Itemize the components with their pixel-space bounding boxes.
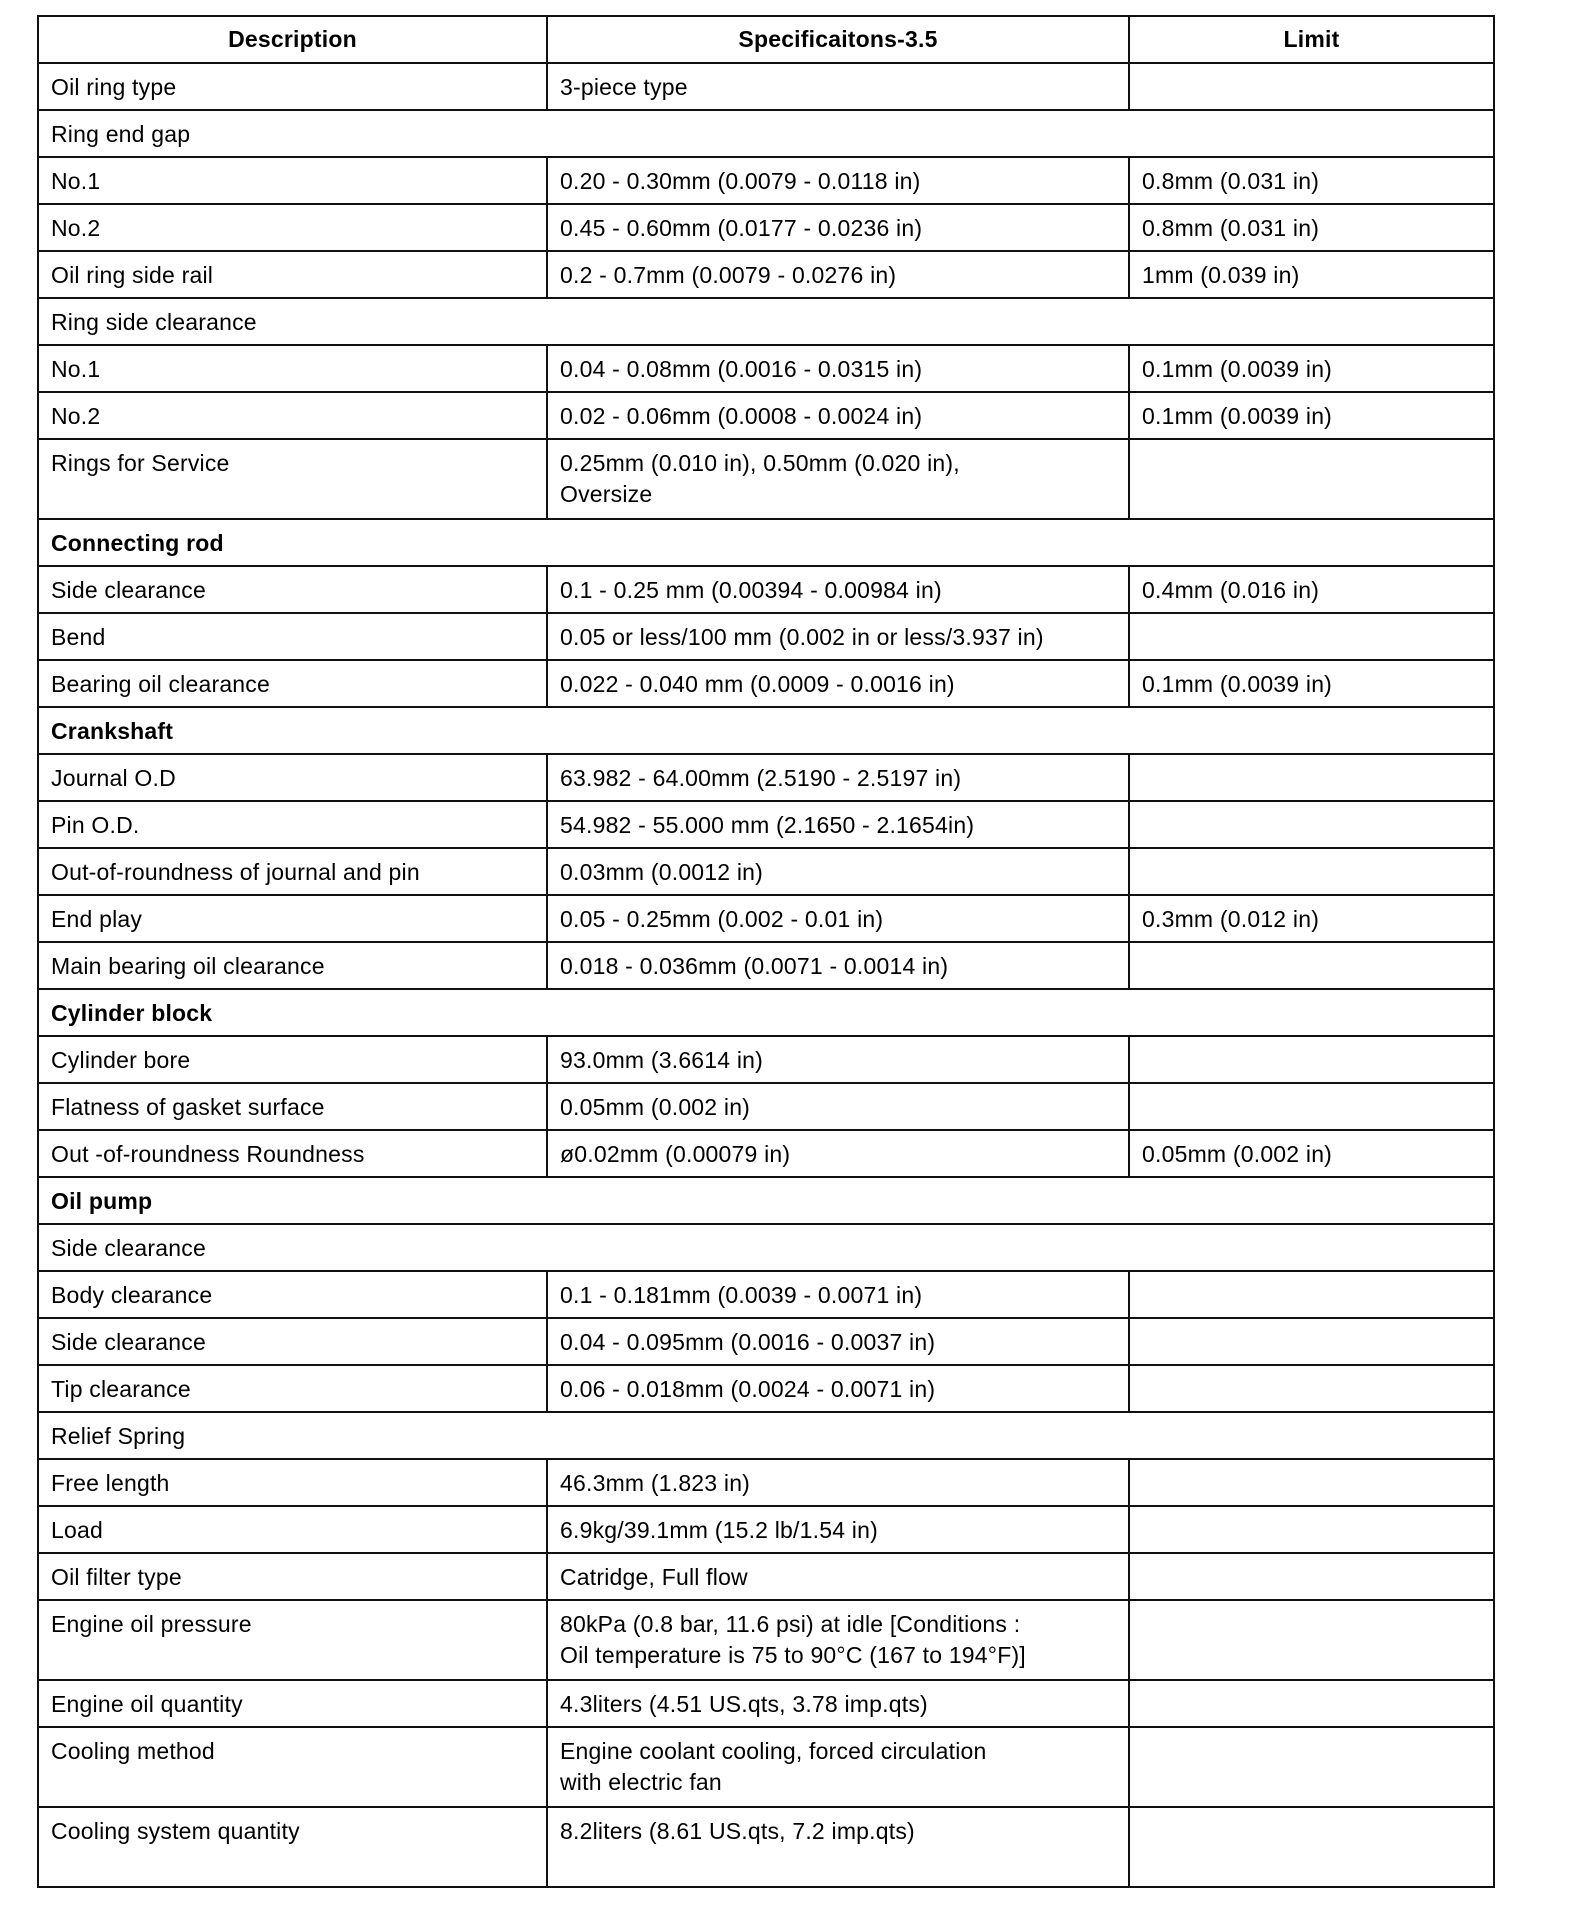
specification-cell xyxy=(547,1318,1129,1365)
description-cell: Load xyxy=(38,1506,547,1553)
table-row xyxy=(38,848,1494,895)
table-row xyxy=(38,1553,1494,1600)
limit-cell: 0.8mm (0.031 in) xyxy=(1129,204,1494,251)
column-header-limit: Limit xyxy=(1129,16,1494,63)
description-cell: Cooling method xyxy=(38,1727,547,1807)
specification-cell xyxy=(547,848,1129,895)
specification-cell xyxy=(547,1271,1129,1318)
table-row xyxy=(38,801,1494,848)
description-cell: Body clearance xyxy=(38,1271,547,1318)
specification-line-2: Oil temperature is 75 to 90°C (167 to 194°F)] xyxy=(560,1642,1026,1668)
specification-line: 0.04 - 0.095mm (0.0016 - 0.0037 in) xyxy=(560,1329,936,1355)
section-label: Crankshaft xyxy=(38,707,1494,754)
section-row xyxy=(38,519,1494,566)
description-cell: No.2 xyxy=(38,392,547,439)
limit-cell xyxy=(1129,1727,1494,1807)
limit-cell xyxy=(1129,942,1494,989)
description-cell: Bearing oil clearance xyxy=(38,660,547,707)
specification-line: 0.03mm (0.0012 in) xyxy=(560,859,764,885)
specification-cell xyxy=(547,613,1129,660)
specification-line: 63.982 - 64.00mm (2.5190 - 2.5197 in) xyxy=(560,765,962,791)
table-row xyxy=(38,251,1494,298)
description-cell: Engine oil pressure xyxy=(38,1600,547,1680)
specification-line: 46.3mm (1.823 in) xyxy=(560,1470,751,1496)
specification-line: 0.05 - 0.25mm (0.002 - 0.01 in) xyxy=(560,906,884,932)
limit-cell xyxy=(1129,1600,1494,1680)
section-label: Connecting rod xyxy=(38,519,1494,566)
description-cell: End play xyxy=(38,895,547,942)
table-row xyxy=(38,392,1494,439)
specification-line: 8.2liters (8.61 US.qts, 7.2 imp.qts) xyxy=(560,1818,915,1844)
specification-line: 6.9kg/39.1mm (15.2 lb/1.54 in) xyxy=(560,1517,878,1543)
description-cell: No.2 xyxy=(38,204,547,251)
limit-cell xyxy=(1129,1506,1494,1553)
limit-cell xyxy=(1129,1553,1494,1600)
specification-line: 0.022 - 0.040 mm (0.0009 - 0.0016 in) xyxy=(560,671,955,697)
limit-cell: 0.3mm (0.012 in) xyxy=(1129,895,1494,942)
table-row xyxy=(38,345,1494,392)
table-row xyxy=(38,1680,1494,1727)
limit-cell xyxy=(1129,1680,1494,1727)
description-cell: No.1 xyxy=(38,157,547,204)
description-cell: Engine oil quantity xyxy=(38,1680,547,1727)
description-cell: Out -of-roundness Roundness xyxy=(38,1130,547,1177)
section-label: Oil pump xyxy=(38,1177,1494,1224)
description-cell: Side clearance xyxy=(38,566,547,613)
specification-line: 0.06 - 0.018mm (0.0024 - 0.0071 in) xyxy=(560,1376,936,1402)
table-row xyxy=(38,1036,1494,1083)
specification-line: 0.05 or less/100 mm (0.002 in or less/3.937 in) xyxy=(560,624,1044,650)
table-row xyxy=(38,942,1494,989)
description-cell: Main bearing oil clearance xyxy=(38,942,547,989)
table-row xyxy=(38,1727,1494,1807)
limit-cell xyxy=(1129,1036,1494,1083)
section-row xyxy=(38,707,1494,754)
specification-cell xyxy=(547,157,1129,204)
specification-line: 4.3liters (4.51 US.qts, 3.78 imp.qts) xyxy=(560,1691,928,1717)
specification-cell xyxy=(547,1807,1129,1887)
description-cell: Rings for Service xyxy=(38,439,547,519)
specification-line: ø0.02mm (0.00079 in) xyxy=(560,1141,791,1167)
limit-cell: 0.1mm (0.0039 in) xyxy=(1129,345,1494,392)
specification-cell xyxy=(547,204,1129,251)
specification-line-2: Oversize xyxy=(560,481,653,507)
table-row xyxy=(38,1083,1494,1130)
specification-line-2: with electric fan xyxy=(560,1769,722,1795)
specification-cell xyxy=(547,392,1129,439)
limit-cell: 0.05mm (0.002 in) xyxy=(1129,1130,1494,1177)
description-cell: Journal O.D xyxy=(38,754,547,801)
section-row xyxy=(38,1224,1494,1271)
limit-cell xyxy=(1129,1459,1494,1506)
specification-line: Catridge, Full flow xyxy=(560,1564,748,1590)
specification-line: 0.25mm (0.010 in), 0.50mm (0.020 in), xyxy=(560,450,960,476)
specification-cell xyxy=(547,439,1129,519)
table-row xyxy=(38,1506,1494,1553)
section-row xyxy=(38,989,1494,1036)
section-label: Cylinder block xyxy=(38,989,1494,1036)
description-cell: Cooling system quantity xyxy=(38,1807,547,1887)
limit-cell xyxy=(1129,1807,1494,1887)
section-label: Ring side clearance xyxy=(38,298,1494,345)
specification-line: 0.018 - 0.036mm (0.0071 - 0.0014 in) xyxy=(560,953,949,979)
specification-line: 3-piece type xyxy=(560,74,688,100)
specification-cell xyxy=(547,1680,1129,1727)
limit-cell: 1mm (0.039 in) xyxy=(1129,251,1494,298)
specification-cell xyxy=(547,345,1129,392)
description-cell: Out-of-roundness of journal and pin xyxy=(38,848,547,895)
table-row xyxy=(38,660,1494,707)
section-row xyxy=(38,110,1494,157)
specification-cell xyxy=(547,1083,1129,1130)
specification-line: 93.0mm (3.6614 in) xyxy=(560,1047,764,1073)
specification-line: Engine coolant cooling, forced circulation xyxy=(560,1738,987,1764)
specification-line: 0.1 - 0.181mm (0.0039 - 0.0071 in) xyxy=(560,1282,923,1308)
limit-cell xyxy=(1129,439,1494,519)
section-label: Ring end gap xyxy=(38,110,1494,157)
specification-line: 0.20 - 0.30mm (0.0079 - 0.0118 in) xyxy=(560,168,921,194)
specification-line: 0.05mm (0.002 in) xyxy=(560,1094,751,1120)
column-header-description: Description xyxy=(38,16,547,63)
limit-cell xyxy=(1129,801,1494,848)
limit-cell xyxy=(1129,848,1494,895)
description-cell: Cylinder bore xyxy=(38,1036,547,1083)
specification-cell xyxy=(547,1506,1129,1553)
specification-cell xyxy=(547,1459,1129,1506)
description-cell: Bend xyxy=(38,613,547,660)
table-row xyxy=(38,613,1494,660)
specification-cell xyxy=(547,1036,1129,1083)
limit-cell xyxy=(1129,613,1494,660)
limit-cell: 0.1mm (0.0039 in) xyxy=(1129,392,1494,439)
specification-line: 0.04 - 0.08mm (0.0016 - 0.0315 in) xyxy=(560,356,923,382)
specification-cell xyxy=(547,566,1129,613)
table-header-row xyxy=(38,16,1494,63)
specification-cell xyxy=(547,63,1129,110)
specification-cell xyxy=(547,1553,1129,1600)
table-row xyxy=(38,1600,1494,1680)
specification-cell xyxy=(547,895,1129,942)
specification-cell xyxy=(547,942,1129,989)
description-cell: Side clearance xyxy=(38,1318,547,1365)
specification-cell xyxy=(547,801,1129,848)
table-row xyxy=(38,1807,1494,1887)
description-cell: Oil ring side rail xyxy=(38,251,547,298)
limit-cell xyxy=(1129,1083,1494,1130)
description-cell: Pin O.D. xyxy=(38,801,547,848)
limit-cell xyxy=(1129,63,1494,110)
table-row xyxy=(38,1271,1494,1318)
description-cell: Flatness of gasket surface xyxy=(38,1083,547,1130)
section-row xyxy=(38,1412,1494,1459)
limit-cell: 0.1mm (0.0039 in) xyxy=(1129,660,1494,707)
section-row xyxy=(38,1177,1494,1224)
specification-line: 0.2 - 0.7mm (0.0079 - 0.0276 in) xyxy=(560,262,897,288)
specification-cell xyxy=(547,1600,1129,1680)
specification-line: 0.02 - 0.06mm (0.0008 - 0.0024 in) xyxy=(560,403,923,429)
table-row xyxy=(38,1318,1494,1365)
specification-line: 54.982 - 55.000 mm (2.1650 - 2.1654in) xyxy=(560,812,975,838)
table-row xyxy=(38,1365,1494,1412)
table-row xyxy=(38,63,1494,110)
limit-cell xyxy=(1129,1318,1494,1365)
table-row xyxy=(38,754,1494,801)
specification-cell xyxy=(547,1365,1129,1412)
table-row xyxy=(38,439,1494,519)
limit-cell: 0.8mm (0.031 in) xyxy=(1129,157,1494,204)
specification-line: 80kPa (0.8 bar, 11.6 psi) at idle [Conditions : xyxy=(560,1611,1021,1637)
specification-line: 0.45 - 0.60mm (0.0177 - 0.0236 in) xyxy=(560,215,923,241)
table-row xyxy=(38,1459,1494,1506)
description-cell: Oil filter type xyxy=(38,1553,547,1600)
limit-cell xyxy=(1129,754,1494,801)
specifications-table xyxy=(37,15,1495,1888)
table-row xyxy=(38,204,1494,251)
limit-cell xyxy=(1129,1271,1494,1318)
section-row xyxy=(38,298,1494,345)
table-row xyxy=(38,1130,1494,1177)
section-label: Side clearance xyxy=(38,1224,1494,1271)
limit-cell: 0.4mm (0.016 in) xyxy=(1129,566,1494,613)
limit-cell xyxy=(1129,1365,1494,1412)
description-cell: Free length xyxy=(38,1459,547,1506)
specification-cell xyxy=(547,1727,1129,1807)
section-label: Relief Spring xyxy=(38,1412,1494,1459)
description-cell: Tip clearance xyxy=(38,1365,547,1412)
description-cell: No.1 xyxy=(38,345,547,392)
table-row xyxy=(38,566,1494,613)
description-cell: Oil ring type xyxy=(38,63,547,110)
table-row xyxy=(38,157,1494,204)
specification-cell xyxy=(547,660,1129,707)
table-row xyxy=(38,895,1494,942)
column-header-specifications: Specificaitons-3.5 xyxy=(547,16,1129,63)
specification-cell xyxy=(547,754,1129,801)
specification-cell xyxy=(547,1130,1129,1177)
specification-cell xyxy=(547,251,1129,298)
specification-line: 0.1 - 0.25 mm (0.00394 - 0.00984 in) xyxy=(560,577,942,603)
